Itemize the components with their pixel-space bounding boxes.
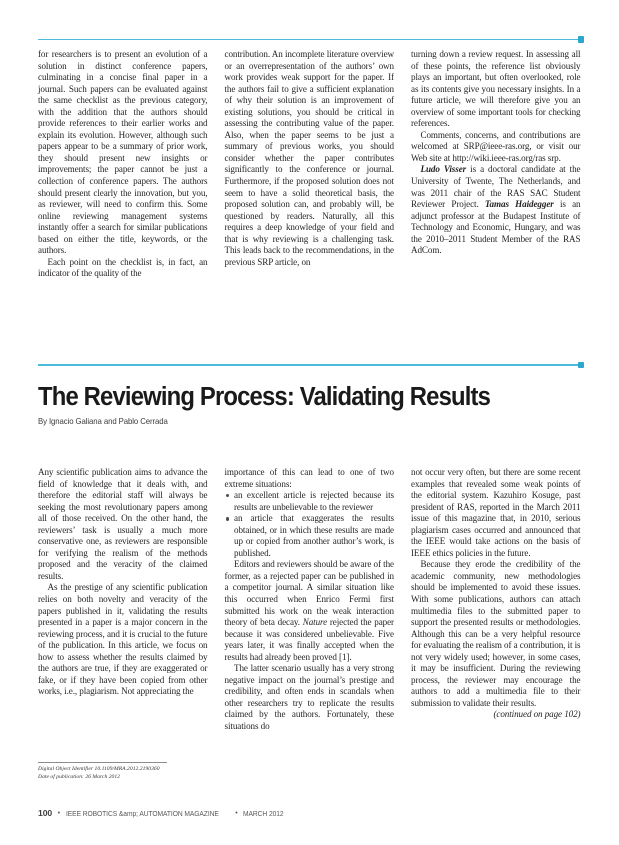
paragraph: Because they erode the credibility of the academic community, new methodologies should be implemented to avoid these issues. With some publications, authors can attach multimedia files to the submitted paper to support the presented results or methodologies. Although this can be a very helpful resource for evaluating the realism of a contribution, it is not very widely used; however, in some cases, it may be insufficient. During the reviewing process, the reviewer may encourage the authors to add a multimedia file to their submission to validate their results. bbox=[411, 559, 581, 708]
paragraph: Each point on the checklist is, in fact, an indicator of the quality of the bbox=[38, 256, 208, 279]
upper-article-columns bbox=[38, 49, 581, 280]
paragraph-editors-part-a: Editors and reviewers should be aware of the former, as a rejected paper can be published in a competitor journal. A similar situation like this occurred when Enrico Fermi first submitted his work on the weak interaction theory of beta decay. bbox=[224, 559, 394, 628]
section-divider-rule bbox=[38, 364, 581, 366]
paragraph: turning down a review request. In assessing all of these points, the reference list obviously plays an important, but often overlooked, role as its contents give you necessary insights. In a future article, we will therefore give you an overview of some important tools for checking references. bbox=[411, 49, 581, 129]
author-bios bbox=[411, 164, 581, 256]
paragraph: for researchers is to present an evolution of a solution in distinct conference papers, culminating in a concise final paper in a journal. Such papers can be evaluated against the same checklist as the previous category, with the addition that the authors should provide references to their earlier works and explain its evolution. However, although such papers appear to be a summary of prior work, they should present new insights or improvements; the paper cannot be just a collection of conference papers. The authors should present clearly the innovation, but you, as reviewer, will need to confirm this. Some online reviewing management systems instantly offer a search for similar publications based on either the title, keywords, or the authors. bbox=[38, 49, 208, 256]
extreme-situations-list bbox=[225, 490, 395, 559]
issue-date: MARCH 2012 bbox=[243, 808, 284, 818]
byline: By Ignacio Galiana and Pablo Cerrada bbox=[38, 415, 168, 426]
publication-date: Date of publication: 26 March 2012 bbox=[38, 773, 120, 780]
lower-column-1 bbox=[38, 467, 208, 733]
paragraph-editors bbox=[225, 559, 395, 663]
footer-separator-dot: • bbox=[235, 809, 238, 817]
paragraph: As the prestige of any scientific publication relies on both novelty and veracity of the papers published in it, validating the results presented in a paper is a major concern in the reviewing process, and it is crucial to the future of the publication. In this article, we focus on how to assess whether the results claimed by the authors are true, if they are exaggerated or fake, or if they have been copied from other works, i.e., plagiarism. Not appreciating the bbox=[38, 582, 208, 697]
paragraph-latter-scenario: The latter scenario usually has a very strong negative impact on the journal’s prestige and credibility, and often ends in scandals when other researchers try to replicate the results claimed by the authors. Fortunately, these situations do bbox=[224, 663, 394, 732]
paragraph: not occur very often, but there are some recent examples that revealed some weak points of the editorial system. Kazuhiro Kosuge, past president of RAS, reported in the March 2011 issue of this magazine that, in 2010, serious plagiarism cases occurred and announced that the IEEE would take actions on the basis of IEEE ethics policies in the future. bbox=[411, 467, 581, 558]
magazine-name: IEEE ROBOTICS &amp; AUTOMATION MAGAZINE bbox=[65, 808, 219, 818]
list-item bbox=[225, 490, 395, 513]
list-item-text: an excellent article is rejected because its results are unbelievable to the reviewer bbox=[234, 490, 394, 512]
page-title: The Reviewing Process: Validating Results bbox=[38, 383, 491, 411]
upper-column-3 bbox=[411, 49, 581, 280]
footnote-separator-rule bbox=[38, 762, 167, 763]
upper-col2-text bbox=[225, 49, 395, 268]
paragraph: contribution. An incomplete literature overview or an overrepresentation of the authors’ own work provides weak support for the paper. If the authors fail to give a sufficient explanation of why their solution is an improvement of existing solutions, you should be critical in assessing the contributing value of the paper. Also, when the paper seems to be just a summary of previous works, you should consider whether the paper contributes significantly to the conference or journal. Furthermore, if the proposed solution does not seem to have a solid theoretical basis, the proposed solution can, and probably will, be questioned by readers. Naturally, all this requires a deep knowledge of your field and that is why reviewing is a challenging task. This leads back to the recommendations, in the previous SRP article, on bbox=[224, 49, 394, 267]
footer-separator-dot: • bbox=[57, 809, 61, 817]
article-header bbox=[38, 384, 581, 426]
upper-column-2 bbox=[225, 49, 395, 280]
page-footer bbox=[38, 808, 287, 818]
doi-footnote bbox=[38, 762, 208, 781]
lower-col2-text bbox=[225, 467, 395, 733]
list-item-text: an article that exaggerates the results obtained, or in which these results are made up or copied from another author’s work, is published. bbox=[234, 513, 394, 558]
paragraph: Any scientific publication aims to advance the field of knowledge that it deals with, and therefore the editorial staff will always be seeking the most revolutionary papers among all of those received. On the other hand, the reviewers’ task is usually a much more conservative one, as reviewers are responsible for verifying the realism of the methods proposed and the veracity of the claimed results. bbox=[38, 467, 208, 581]
paragraph-editors-part-b: rejected the paper because it was considered unbelievable. Five years later, it was finally accepted when the results had already been proved [1]. bbox=[224, 617, 394, 662]
author-name-tamas-haidegger: Tamas Haidegger bbox=[484, 199, 554, 210]
upper-column-1 bbox=[38, 49, 208, 280]
paragraph-contact: Comments, concerns, and contributions are welcomed at SRP@ieee-ras.org, or visit our Web site at http://wiki.ieee-ras.org/ras srp. bbox=[411, 129, 581, 163]
continued-note: (continued on page 102) bbox=[493, 709, 581, 720]
divider-end-dot bbox=[578, 36, 585, 43]
author-name-ludo-visser: Ludo Visser bbox=[420, 164, 467, 175]
lower-column-2 bbox=[225, 467, 395, 733]
author-bio-ludo-visser: is a doctoral candidate at the University of Twente, The Netherlands, and was 2011 chair of the RAS SAC Student Reviewer Project. bbox=[411, 164, 581, 210]
bullet-point-icon bbox=[226, 494, 229, 497]
lower-article-columns bbox=[38, 467, 581, 733]
bullet-point-icon bbox=[226, 517, 229, 520]
upper-col3-text bbox=[411, 49, 581, 257]
page-number: 100 bbox=[38, 808, 53, 818]
top-divider-rule bbox=[38, 39, 581, 41]
lower-col3-text bbox=[411, 467, 581, 721]
paragraph-intro: importance of this can lead to one of two extreme situations: bbox=[224, 467, 394, 489]
author-bio-tamas-haidegger: is an adjunct professor at the Budapest Institute of Technology and Economic, Hungary, and was the 2010–2011 Student Member of the RAS AdCom. bbox=[411, 199, 581, 256]
lower-col1-text bbox=[38, 467, 208, 698]
doi-identifier: Digital Object Identifier 10.1109/MRA.2012.2190360 bbox=[38, 765, 160, 772]
divider-end-dot bbox=[578, 362, 585, 369]
journal-name-nature: Nature bbox=[302, 617, 328, 628]
upper-col1-text bbox=[38, 49, 208, 280]
lower-column-3 bbox=[411, 467, 581, 733]
list-item bbox=[225, 513, 395, 559]
